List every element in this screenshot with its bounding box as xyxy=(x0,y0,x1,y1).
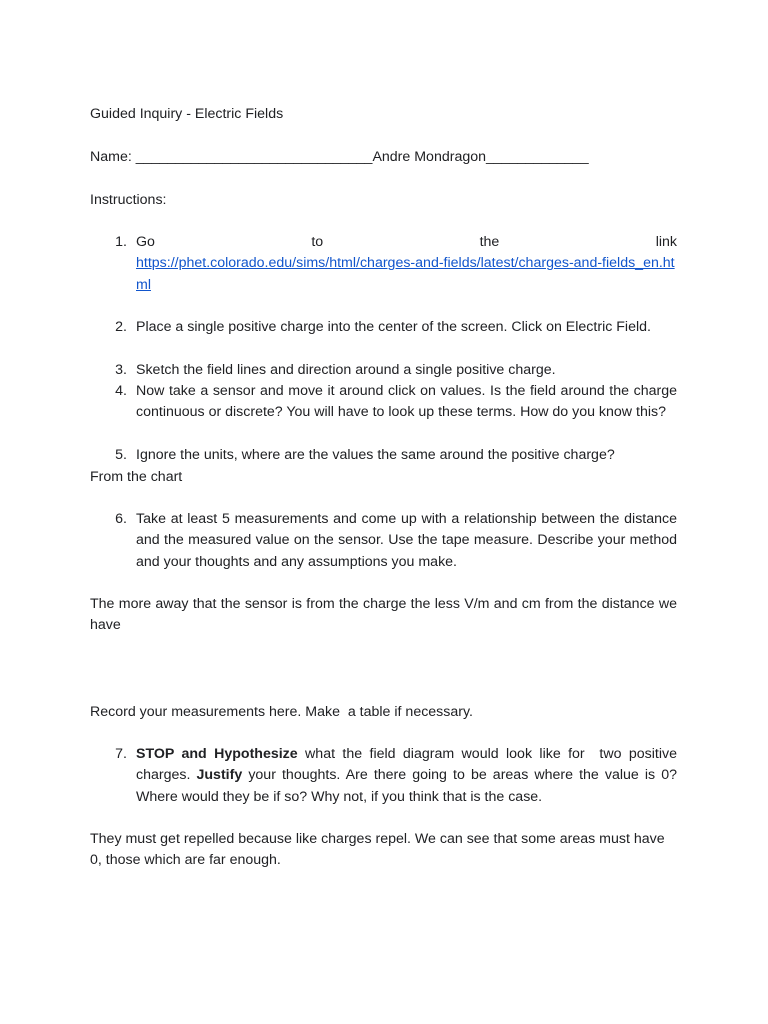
item-1-word: to xyxy=(311,234,324,250)
item-number: 3. xyxy=(115,362,127,378)
stop-hypothesize-label: STOP and Hypothesize xyxy=(136,746,298,762)
item-1-word: link xyxy=(655,234,677,250)
instruction-item-2 xyxy=(90,317,677,338)
answer-5: From the chart xyxy=(90,469,183,485)
item-7-text-part: your thoughts. Are there going to be areas where the value is 0? Where would they be if so? Why not, if you think that is the case. xyxy=(136,767,678,805)
item-1-word: Go xyxy=(136,234,155,250)
item-number: 2. xyxy=(115,319,127,335)
instruction-item-3 xyxy=(90,360,677,381)
item-4-text: Now take a sensor and move it around click on values. Is the field around the charge continuous or discrete? You will have to look up these terms. How do you know this? xyxy=(136,383,677,421)
instruction-item-5 xyxy=(90,445,677,466)
item-1-word: the xyxy=(479,234,500,250)
instructions-heading: Instructions: xyxy=(90,192,167,208)
item-1-text xyxy=(136,232,677,253)
name-line: Name: ______________________________Andre Mondragon_____________ xyxy=(90,149,589,165)
item-number: 4. xyxy=(115,383,127,399)
instruction-item-6 xyxy=(90,509,677,573)
item-5-text: Ignore the units, where are the values the same around the positive charge? xyxy=(136,447,615,463)
item-number: 5. xyxy=(115,447,127,463)
item-6-text: Take at least 5 measurements and come up with a relationship between the distance and the measured value on the sensor. Use the tape measure. Describe your method and your thoughts and any assumptions you make. xyxy=(136,511,677,570)
phet-simulation-link[interactable]: https://phet.colorado.edu/sims/html/charges-and-fields/latest/charges-and-fields_en.html xyxy=(136,255,675,293)
instruction-item-1 xyxy=(90,232,677,296)
item-2-text: Place a single positive charge into the center of the screen. Click on Electric Field. xyxy=(136,319,651,335)
justify-label: Justify xyxy=(196,767,243,784)
item-7-text xyxy=(136,744,681,808)
item-7-text-part: what the field diagram would look like for two positive charges. xyxy=(136,746,681,784)
document-title: Guided Inquiry - Electric Fields xyxy=(90,106,284,122)
answer-7: They must get repelled because like charges repel. We can see that some areas must have 0, those which are far enough. xyxy=(90,831,665,869)
item-number: 1. xyxy=(115,234,127,250)
item-3-text: Sketch the field lines and direction around a single positive charge. xyxy=(136,362,556,378)
item-number: 6. xyxy=(115,511,127,527)
instruction-item-7 xyxy=(90,744,681,808)
item-number: 7. xyxy=(115,746,127,762)
instruction-item-4 xyxy=(90,381,677,424)
answer-6: The more away that the sensor is from the charge the less V/m and cm from the distance we have xyxy=(90,596,677,634)
record-prompt: Record your measurements here. Make a table if necessary. xyxy=(90,704,473,720)
